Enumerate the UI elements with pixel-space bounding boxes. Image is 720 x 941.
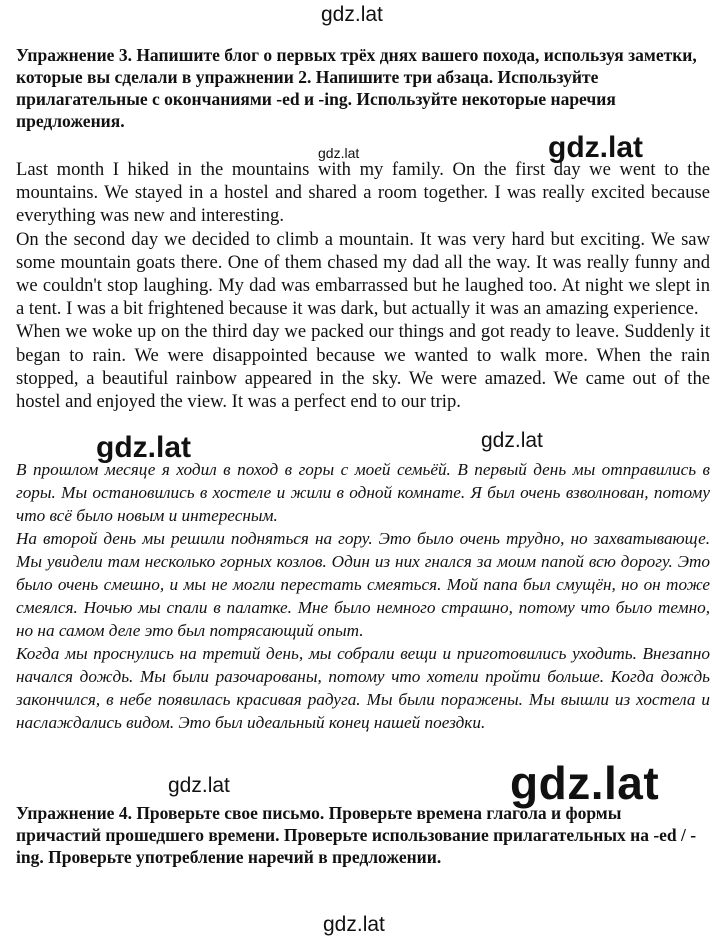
russian-paragraph-2: На второй день мы решили подняться на гору. Это было очень трудно, но захватывающе. Мы увидели там несколько горных козлов. Один из них гнался за моим папой всю дорогу. Это было очень смешно, и мы не могли перестать смеяться. Мой папа был смущён, но он тоже смеялся. Ночью мы спали в палатке. Мне было немного страшно, потому что было темно, но на самом деле это был потрясающий опыт.: [16, 529, 710, 640]
english-text: [16, 158, 710, 413]
english-paragraph-1: Last month I hiked in the mountains with my family. On the first day we went to the mountains. We stayed in a hostel and shared a room together. I was really excited because everything was new and interesting.: [16, 159, 710, 227]
watermark-big-left: gdz.lat: [96, 431, 191, 464]
russian-paragraph-3: Когда мы проснулись на третий день, мы собрали вещи и приготовились уходить. Внезапно начался дождь. Мы были разочарованы, потому что хотели пройти больше. Когда дождь закончился, в небе появилась красивая радуга. Мы были поражены. Мы вышли из хостела и наслаждались видом. Это был идеальный конец нашей поездки.: [16, 644, 710, 732]
exercise-3-heading: Упражнение 3. Напишите блог о первых трёх днях вашего похода, используя заметки, которые вы сделали в упражнении 2. Напишите три абзаца. Используйте прилагательные с окончаниями -ed и -ing. Используйте некоторые наречия предложения.: [16, 45, 697, 131]
exercise-4-heading: Упражнение 4. Проверьте свое письмо. Проверьте времена глагола и формы причастий прошедшего времени. Проверьте использование прилагательных на -ed / -ing. Проверьте употребление наречий в предложении.: [16, 803, 697, 867]
watermark-small-right: gdz.lat: [481, 429, 543, 452]
watermark-big-top-right: gdz.lat: [548, 131, 643, 164]
watermark-small-lower: gdz.lat: [168, 774, 230, 797]
russian-paragraph-1: В прошлом месяце я ходил в поход в горы с моей семьёй. В первый день мы отправились в горы. Мы остановились в хостеле и жили в одной комнате. Я был очень взволнован, потому что всё было новым и интересным.: [16, 460, 710, 525]
english-paragraph-2: On the second day we decided to climb a mountain. It was very hard but exciting. We saw some mountain goats there. One of them chased my dad all the way. It was really funny and we couldn't stop laughing. My dad was embarrassed but he laughed too. At night we slept in a tent. I was a bit frightened because it was dark, but actually it was an amazing experience.: [16, 228, 710, 320]
russian-translation: [16, 458, 710, 734]
watermark-small: gdz.lat: [318, 145, 360, 161]
watermark-bottom: gdz.lat: [323, 913, 385, 936]
english-paragraph-3: When we woke up on the third day we packed our things and got ready to leave. Suddenly it began to rain. We were disappointed because we wanted to walk more. When the rain stopped, a beautiful rainbow appeared in the sky. We were amazed. We came out of the hostel and enjoyed the view. It was a perfect end to our trip.: [16, 321, 710, 413]
watermark-top: gdz.lat: [321, 3, 383, 26]
watermark-big-lower: gdz.lat: [510, 757, 660, 809]
